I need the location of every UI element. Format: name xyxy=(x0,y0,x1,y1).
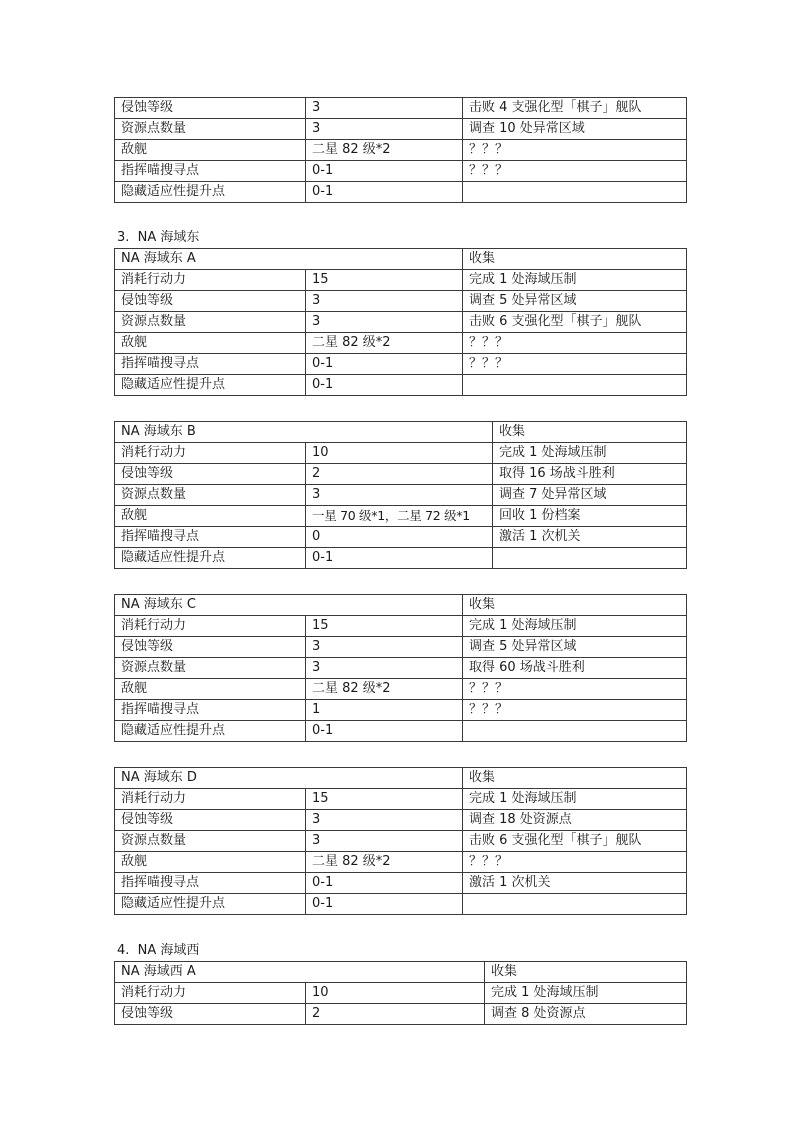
collect-header: 收集 xyxy=(463,768,687,789)
row-collect: 激活 1 次机关 xyxy=(493,527,687,548)
table-header-row xyxy=(115,595,687,616)
collect-header: 收集 xyxy=(493,422,687,443)
table-row xyxy=(115,810,687,831)
row-label: 资源点数量 xyxy=(115,119,306,140)
row-collect: ？？？ xyxy=(463,140,687,161)
collect-header: 收集 xyxy=(485,962,687,983)
row-value: 二星 82 级*2 xyxy=(306,852,463,873)
row-collect: 激活 1 次机关 xyxy=(463,873,687,894)
row-label: 侵蚀等级 xyxy=(115,464,306,485)
table-row xyxy=(115,831,687,852)
row-value: 15 xyxy=(306,270,463,291)
row-label: 资源点数量 xyxy=(115,831,306,852)
row-collect: 完成 1 处海域压制 xyxy=(485,983,687,1004)
table-row xyxy=(115,443,687,464)
row-label: 消耗行动力 xyxy=(115,270,306,291)
row-label: 敌舰 xyxy=(115,679,306,700)
collect-header: 收集 xyxy=(463,249,687,270)
table-row xyxy=(115,721,687,742)
table-row xyxy=(115,98,687,119)
table-header-row xyxy=(115,962,687,983)
table-row xyxy=(115,873,687,894)
row-value: 0 xyxy=(306,527,493,548)
row-value: 2 xyxy=(306,464,493,485)
row-value: 0-1 xyxy=(306,354,463,375)
table-row xyxy=(115,1004,687,1025)
row-collect: ？？？ xyxy=(463,161,687,182)
table-row xyxy=(115,506,687,527)
row-value: 3 xyxy=(306,810,463,831)
area-title: NA 海域东 A xyxy=(115,249,463,270)
area-title: NA 海域西 A xyxy=(115,962,485,983)
row-value: 3 xyxy=(306,98,463,119)
row-label: 资源点数量 xyxy=(115,658,306,679)
table-row xyxy=(115,852,687,873)
row-label: 指挥喵搜寻点 xyxy=(115,527,306,548)
row-collect: 调查 18 处资源点 xyxy=(463,810,687,831)
row-label: 敌舰 xyxy=(115,333,306,354)
continuation-table xyxy=(114,97,687,203)
table-row xyxy=(115,270,687,291)
table-row xyxy=(115,679,687,700)
row-value: 10 xyxy=(306,443,493,464)
table-row xyxy=(115,700,687,721)
row-value: 3 xyxy=(306,312,463,333)
row-collect: 完成 1 处海域压制 xyxy=(463,270,687,291)
row-collect: 回收 1 份档案 xyxy=(493,506,687,527)
row-collect: 调查 10 处异常区域 xyxy=(463,119,687,140)
row-collect: 调查 7 处异常区域 xyxy=(493,485,687,506)
row-value: 一星 70 级*1，二星 72 级*1 xyxy=(306,506,493,527)
table-header-row xyxy=(115,768,687,789)
row-collect: 击败 4 支强化型「棋子」舰队 xyxy=(463,98,687,119)
row-collect: 调查 5 处异常区域 xyxy=(463,637,687,658)
table-row xyxy=(115,485,687,506)
row-value: 15 xyxy=(306,789,463,810)
row-label: 资源点数量 xyxy=(115,312,306,333)
row-value: 3 xyxy=(306,637,463,658)
row-collect: 完成 1 处海域压制 xyxy=(463,616,687,637)
row-label: 消耗行动力 xyxy=(115,789,306,810)
table-row xyxy=(115,658,687,679)
area-title: NA 海域东 B xyxy=(115,422,493,443)
table-row xyxy=(115,354,687,375)
row-value: 0-1 xyxy=(306,182,463,203)
row-value: 15 xyxy=(306,616,463,637)
row-value: 二星 82 级*2 xyxy=(306,140,463,161)
row-collect: ？？？ xyxy=(463,852,687,873)
area-title: NA 海域东 D xyxy=(115,768,463,789)
table-row xyxy=(115,616,687,637)
row-label: 侵蚀等级 xyxy=(115,98,306,119)
row-collect xyxy=(463,721,687,742)
area-table-east-d xyxy=(114,767,687,915)
collect-header: 收集 xyxy=(463,595,687,616)
table-row xyxy=(115,119,687,140)
row-label: 敌舰 xyxy=(115,852,306,873)
table-row xyxy=(115,375,687,396)
section-heading: 3. NA 海域东 xyxy=(117,230,200,245)
row-value: 0-1 xyxy=(306,161,463,182)
area-table-east-b xyxy=(114,421,687,569)
row-label: 侵蚀等级 xyxy=(115,1004,306,1025)
row-label: 指挥喵搜寻点 xyxy=(115,700,306,721)
row-collect: ？？？ xyxy=(463,679,687,700)
row-collect: 取得 16 场战斗胜利 xyxy=(493,464,687,485)
row-label: 敌舰 xyxy=(115,506,306,527)
area-title: NA 海域东 C xyxy=(115,595,463,616)
row-label: 隐藏适应性提升点 xyxy=(115,721,306,742)
row-value: 3 xyxy=(306,291,463,312)
area-table-west-a xyxy=(114,961,687,1025)
row-label: 侵蚀等级 xyxy=(115,291,306,312)
table-row xyxy=(115,983,687,1004)
row-collect: 取得 60 场战斗胜利 xyxy=(463,658,687,679)
row-collect: ？？？ xyxy=(463,700,687,721)
section-heading: 4. NA 海域西 xyxy=(117,943,200,958)
row-value: 3 xyxy=(306,119,463,140)
row-value: 0-1 xyxy=(306,721,463,742)
row-value: 0-1 xyxy=(306,873,463,894)
row-collect: ？？？ xyxy=(463,354,687,375)
table-row xyxy=(115,161,687,182)
row-value: 10 xyxy=(306,983,485,1004)
table-row xyxy=(115,637,687,658)
row-label: 消耗行动力 xyxy=(115,443,306,464)
row-value: 二星 82 级*2 xyxy=(306,333,463,354)
row-label: 消耗行动力 xyxy=(115,616,306,637)
table-row xyxy=(115,333,687,354)
row-collect xyxy=(463,375,687,396)
row-label: 隐藏适应性提升点 xyxy=(115,375,306,396)
row-value: 3 xyxy=(306,485,493,506)
row-collect: 调查 8 处资源点 xyxy=(485,1004,687,1025)
row-value: 0-1 xyxy=(306,894,463,915)
row-collect: 调查 5 处异常区域 xyxy=(463,291,687,312)
table-row xyxy=(115,291,687,312)
row-label: 侵蚀等级 xyxy=(115,810,306,831)
table-row xyxy=(115,789,687,810)
row-label: 指挥喵搜寻点 xyxy=(115,161,306,182)
table-row xyxy=(115,548,687,569)
table-row xyxy=(115,140,687,161)
row-collect xyxy=(463,894,687,915)
row-value: 1 xyxy=(306,700,463,721)
row-collect xyxy=(493,548,687,569)
row-collect: ？？？ xyxy=(463,333,687,354)
table-row xyxy=(115,894,687,915)
row-label: 资源点数量 xyxy=(115,485,306,506)
row-value: 3 xyxy=(306,831,463,852)
table-header-row xyxy=(115,422,687,443)
table-row xyxy=(115,464,687,485)
row-value: 0-1 xyxy=(306,548,493,569)
area-table-east-a xyxy=(114,248,687,396)
row-label: 消耗行动力 xyxy=(115,983,306,1004)
area-table-east-c xyxy=(114,594,687,742)
row-value: 二星 82 级*2 xyxy=(306,679,463,700)
row-collect: 完成 1 处海域压制 xyxy=(493,443,687,464)
row-value: 0-1 xyxy=(306,375,463,396)
row-value: 3 xyxy=(306,658,463,679)
row-collect: 击败 6 支强化型「棋子」舰队 xyxy=(463,831,687,852)
table-row xyxy=(115,312,687,333)
row-label: 敌舰 xyxy=(115,140,306,161)
row-label: 隐藏适应性提升点 xyxy=(115,894,306,915)
row-label: 侵蚀等级 xyxy=(115,637,306,658)
row-collect: 击败 6 支强化型「棋子」舰队 xyxy=(463,312,687,333)
row-label: 隐藏适应性提升点 xyxy=(115,548,306,569)
row-label: 指挥喵搜寻点 xyxy=(115,354,306,375)
table-header-row xyxy=(115,249,687,270)
table-row xyxy=(115,182,687,203)
row-label: 隐藏适应性提升点 xyxy=(115,182,306,203)
row-value: 2 xyxy=(306,1004,485,1025)
row-collect xyxy=(463,182,687,203)
row-label: 指挥喵搜寻点 xyxy=(115,873,306,894)
table-row xyxy=(115,527,687,548)
row-collect: 完成 1 处海域压制 xyxy=(463,789,687,810)
